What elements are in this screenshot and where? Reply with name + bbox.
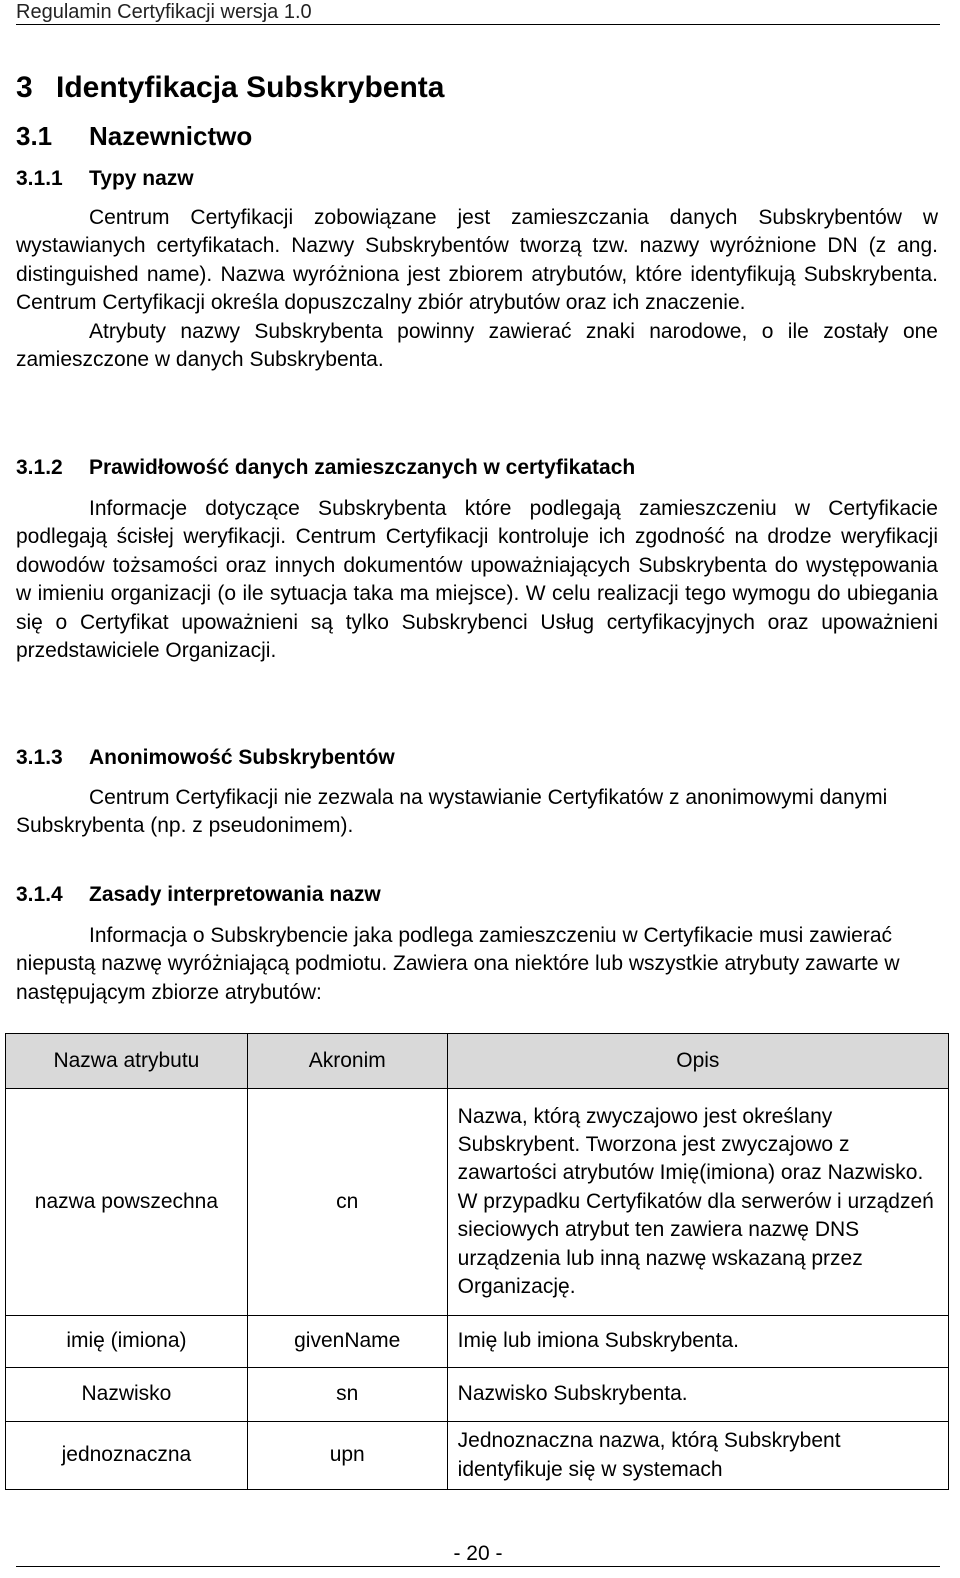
section-number: 3 xyxy=(16,71,33,104)
subsection-title: Nazewnictwo xyxy=(89,121,253,151)
attribute-name-cell: jednoznaczna xyxy=(6,1422,248,1490)
description-cell: Imię lub imiona Subskrybenta. xyxy=(447,1316,948,1368)
heading-title: Anonimowość Subskrybentów xyxy=(89,746,395,769)
heading-title: Zasady interpretowania nazw xyxy=(89,883,381,906)
heading-number: 3.1.1 xyxy=(16,167,63,190)
heading-3-1-1 xyxy=(16,165,194,193)
table-row xyxy=(6,1089,949,1316)
column-header: Opis xyxy=(447,1034,948,1089)
description-cell: Nazwisko Subskrybenta. xyxy=(447,1368,948,1422)
column-header: Akronim xyxy=(247,1034,447,1089)
paragraph-text: Centrum Certyfikacji nie zezwala na wystawianie Certyfikatów z anonimowymi danymi Subskrybenta (np. z pseudonimem). xyxy=(16,786,888,838)
subsection-heading xyxy=(16,118,252,154)
heading-3-1-4 xyxy=(16,881,381,909)
paragraph-text: Informacje dotyczące Subskrybenta które podlegają zamieszczeniu w Certyfikacie podlegają ścisłej weryfikacji. Centrum Certyfikacji kontroluje ich zgodność na drodze weryfikacji dowodów tożsamości oraz innych dokumentów upoważniających Subskrybenta do występowania w imieniu organizacji (o ile sytuacja taka ma miejsce). W celu realizacji tego wymogu do ubiegania się o Certyfikat upoważnieni są tylko Subskrybenci Usług certyfikacyjnych oraz upoważnieni przedstawiciele Organizacji. xyxy=(16,497,938,663)
heading-3-1-2 xyxy=(16,454,635,482)
paragraph-3-1-3 xyxy=(16,784,938,841)
attributes-table xyxy=(5,1033,949,1490)
section-title: Identyfikacja Subskrybenta xyxy=(56,71,445,104)
table-header-row xyxy=(6,1034,949,1089)
table-row xyxy=(6,1422,949,1490)
attribute-name-cell: Nazwisko xyxy=(6,1368,248,1422)
subsection-number: 3.1 xyxy=(16,121,53,151)
section-heading xyxy=(16,68,444,108)
table-row xyxy=(6,1316,949,1368)
heading-number: 3.1.4 xyxy=(16,883,63,906)
paragraph-3-1-2 xyxy=(16,495,938,665)
heading-title: Typy nazw xyxy=(89,167,194,190)
attribute-name-cell: imię (imiona) xyxy=(6,1316,248,1368)
heading-3-1-3 xyxy=(16,744,395,772)
acronym-cell: cn xyxy=(247,1089,447,1316)
heading-title: Prawidłowość danych zamieszczanych w certyfikatach xyxy=(89,456,636,479)
description-cell: Nazwa, którą zwyczajowo jest określany Subskrybent. Tworzona jest zwyczajowo z zawartości atrybutów Imię(imiona) oraz Nazwisko. W przypadku Certyfikatów dla serwerów i urządzeń sieciowych atrybut ten zawiera nazwę DNS urządzenia lub inną nazwę wskazaną przez Organizację. xyxy=(447,1089,948,1316)
paragraph-text: Atrybuty nazwy Subskrybenta powinny zawierać znaki narodowe, o ile zostały one zamieszczone w danych Subskrybenta. xyxy=(16,319,938,372)
running-header: Regulamin Certyfikacji wersja 1.0 xyxy=(16,0,940,25)
paragraph-3-1-1 xyxy=(16,204,938,374)
attribute-name-cell: nazwa powszechna xyxy=(6,1089,248,1316)
acronym-cell: sn xyxy=(247,1368,447,1422)
heading-number: 3.1.3 xyxy=(16,746,63,769)
footer-rule xyxy=(16,1566,940,1567)
column-header: Nazwa atrybutu xyxy=(6,1034,248,1089)
table-row xyxy=(6,1368,949,1422)
page-number: - 20 - xyxy=(453,1542,503,1565)
description-cell: Jednoznaczna nazwa, którą Subskrybent identyfikuje się w systemach xyxy=(447,1422,948,1490)
acronym-cell: givenName xyxy=(247,1316,447,1368)
paragraph-text: Centrum Certyfikacji zobowiązane jest zamieszczania danych Subskrybentów w wystawianych certyfikatach. Nazwy Subskrybentów tworzą tzw. nazwy wyróżnione DN (z ang. distinguished name). Nazwa wyróżniona jest zbiorem atrybutów, które identyfikują Subskrybenta. Centrum Certyfikacji określa dopuszczalny zbiór atrybutów oraz ich znaczenie. xyxy=(16,206,938,315)
acronym-cell: upn xyxy=(247,1422,447,1490)
paragraph-text: Informacja o Subskrybencie jaka podlega zamieszczeniu w Certyfikacie musi zawierać niepustą nazwę wyróżniającą podmiotu. Zawiera ona niektóre lub wszystkie atrybuty zawarte w następującym zbiorze atrybutów: xyxy=(16,924,900,1004)
heading-number: 3.1.2 xyxy=(16,456,63,479)
paragraph-3-1-4 xyxy=(16,922,938,1007)
